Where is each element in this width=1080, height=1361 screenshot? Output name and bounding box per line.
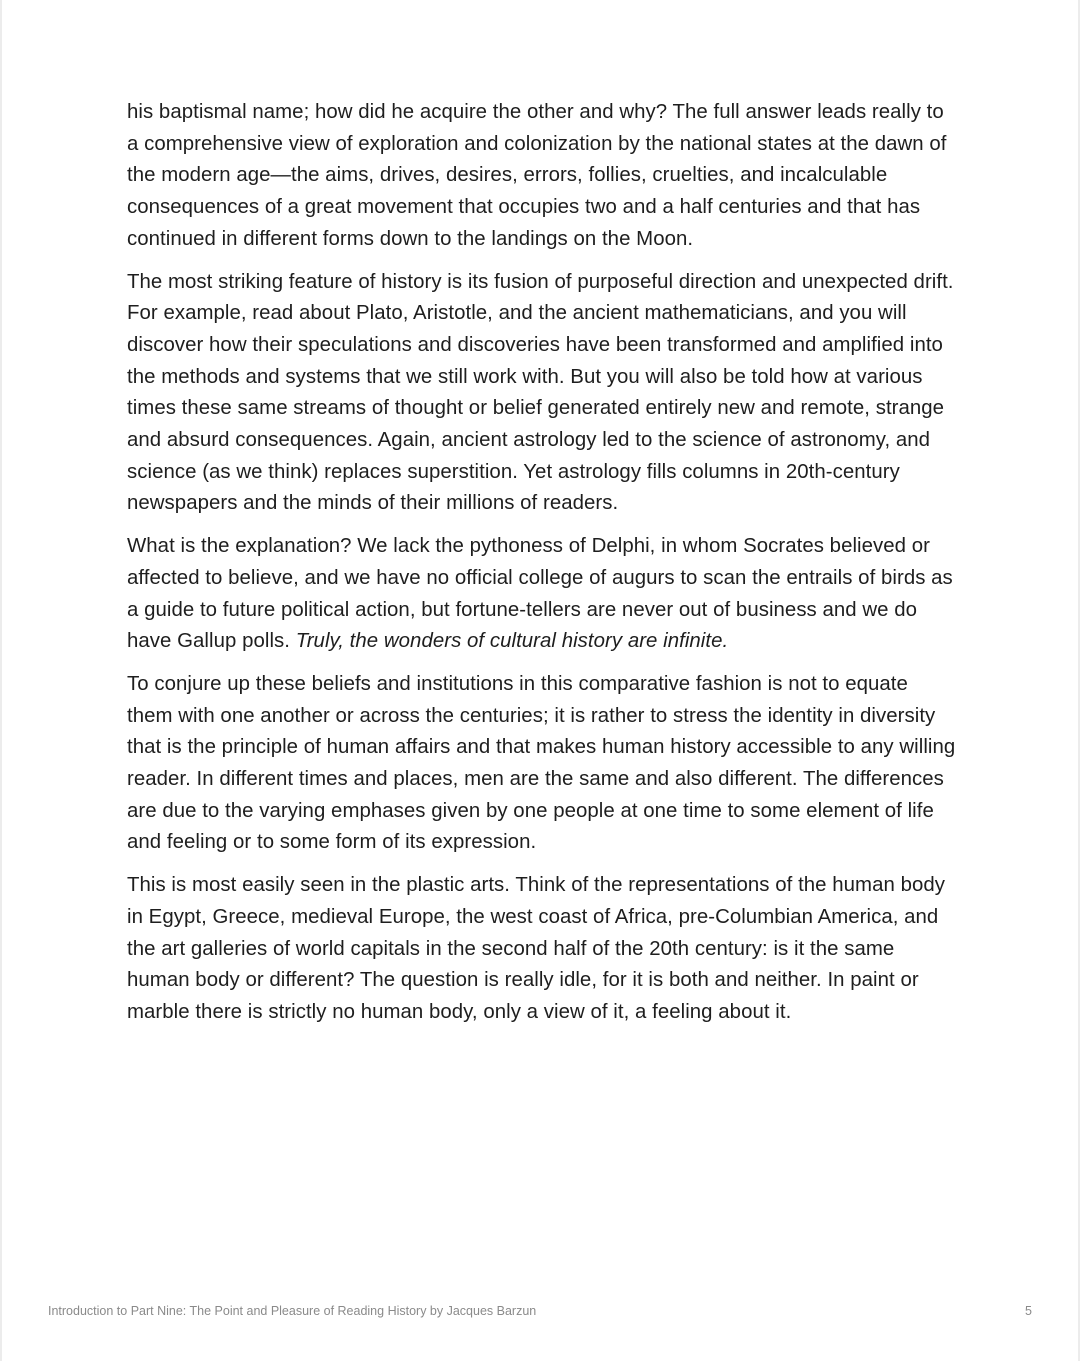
paragraph-3 — [127, 531, 959, 658]
page-number: 5 — [1025, 1304, 1032, 1318]
paragraph-text: To conjure up these beliefs and institutions in this comparative fashion is not to equate them with one another or across the centuries; it is rather to stress the identity in diversity that is the principle of human affairs and that makes human history accessible to any willing reader. In different times and places, men are the same and also different. The differences are due to the varying emphases given by one people at one time to some element of life and feeling or to some form of its expression. — [127, 672, 956, 854]
paragraph-text: This is most easily seen in the plastic arts. Think of the representations of the human body in Egypt, Greece, medieval Europe, the west coast of Africa, pre-Columbian America, and the art galleries of world capitals in the second half of the 20th century: is it the same human body or different? The question is really idle, for it is both and neither. In paint or marble there is strictly no human body, only a view of it, a feeling about it. — [127, 874, 946, 1023]
page-footer — [48, 1301, 1032, 1321]
paragraph-4 — [127, 669, 959, 859]
paragraph-1 — [127, 97, 959, 256]
body-text — [127, 97, 959, 1040]
footer-title: Introduction to Part Nine: The Point and Pleasure of Reading History by Jacques Barzun — [48, 1304, 537, 1318]
page-edge-left — [0, 0, 2, 1361]
paragraph-5 — [127, 870, 959, 1029]
paragraph-emphasis: Truly, the wonders of cultural history are infinite. — [295, 630, 729, 653]
paragraph-2 — [127, 267, 959, 521]
paragraph-text: What is the explanation? We lack the pythoness of Delphi, in whom Socrates believed or affected to believe, and we have no official college of augurs to scan the entrails of birds as a guide to future political action, but fortune-tellers are never out of business and we do have Gallup polls. — [127, 535, 953, 653]
paragraph-text: his baptismal name; how did he acquire the other and why? The full answer leads really to a comprehensive view of exploration and colonization by the national states at the dawn of the modern age—the aims, drives, desires, errors, follies, cruelties, and incalculable consequences of a great movement that occupies two and a half centuries and that has continued in different forms down to the landings on the Moon. — [127, 101, 947, 250]
paragraph-text: The most striking feature of history is its fusion of purposeful direction and unexpected drift. For example, read about Plato, Aristotle, and the ancient mathematicians, and you will discover how their speculations and discoveries have been transformed and amplified into the methods and systems that we still work with. But you will also be told how at various times these same streams of thought or belief generated entirely new and remote, strange and absurd consequences. Again, ancient astrology led to the science of astronomy, and science (as we think) replaces superstition. Yet astrology fills columns in 20th-century newspapers and the minds of their millions of readers. — [127, 270, 954, 515]
